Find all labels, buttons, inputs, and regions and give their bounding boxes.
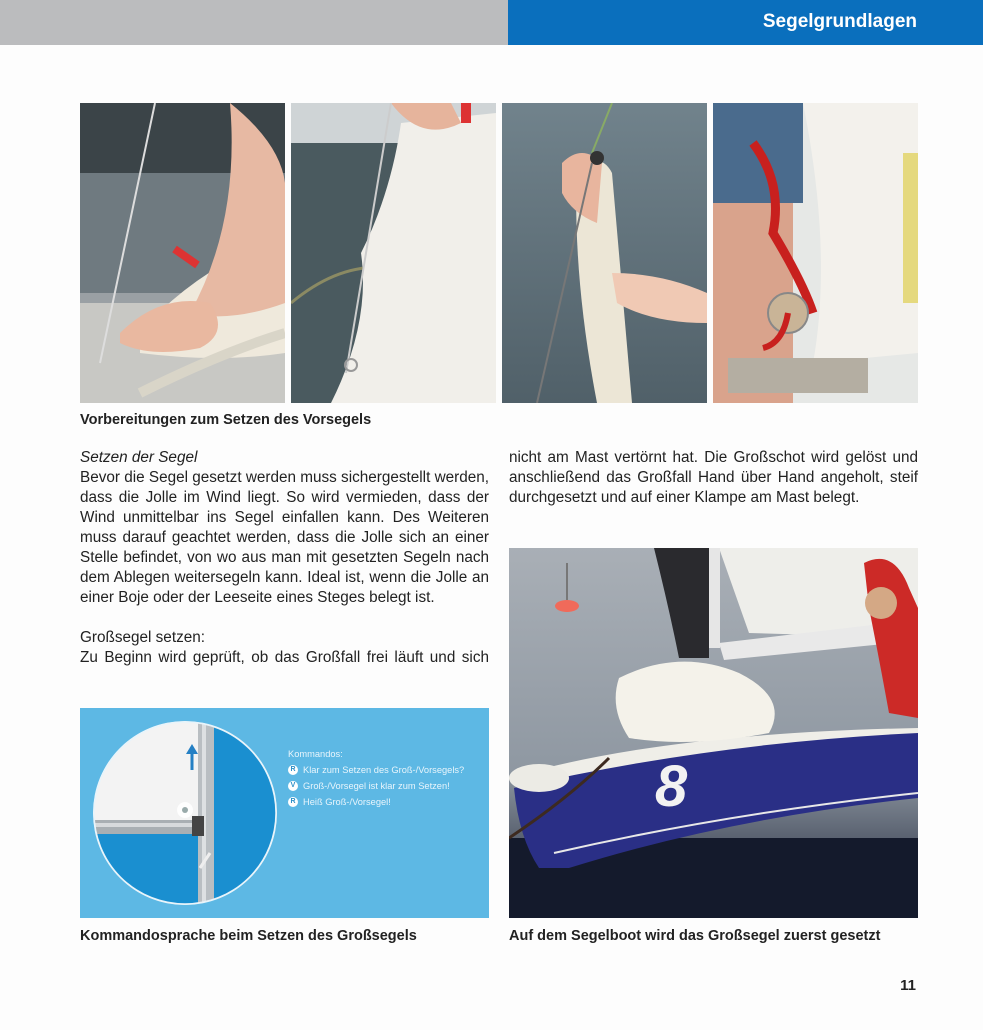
photo-hands-tack-fitting	[80, 103, 285, 403]
right-column-text	[509, 448, 918, 508]
section-heading: Setzen der Segel	[80, 449, 198, 466]
command-text: Groß-/Vorsegel ist klar zum Setzen!	[303, 781, 450, 791]
gallery-caption: Vorbereitungen zum Setzen des Vorsegels	[80, 412, 372, 428]
command-text: Klar zum Setzen des Groß-/Vorsegels?	[303, 765, 465, 775]
role-badge-icon: V	[288, 781, 298, 791]
boat-photo-caption: Auf dem Segelboot wird das Großsegel zuerst gesetzt	[509, 928, 881, 944]
header-grey-band	[0, 0, 508, 45]
sail-number: 8	[655, 754, 688, 819]
role-badge-icon: R	[288, 797, 298, 807]
photo-hand-on-luff	[502, 103, 707, 403]
grosssegel-paragraph-start: Zu Beginn wird geprüft, ob das Großfall frei läuft und sich	[80, 649, 489, 666]
illustration-caption: Kommandosprache beim Setzen des Großsegels	[80, 928, 417, 944]
subheading-grosssegel: Großsegel setzen:	[80, 629, 205, 646]
kommandos-illustration	[80, 708, 489, 918]
boat-photo	[509, 548, 918, 918]
mast-boom-diagram	[80, 708, 280, 918]
header-blue-tab	[508, 0, 983, 45]
command-text: Heiß Groß-/Vorsegel!	[303, 797, 391, 807]
chapter-title: Segelgrundlagen	[762, 11, 917, 32]
role-badge-icon: R	[288, 765, 298, 775]
page-number: 11	[900, 977, 916, 994]
left-column-text	[80, 448, 489, 668]
photo-sail-hoisting-at-stay	[291, 103, 496, 403]
command-item	[288, 762, 464, 778]
grosssegel-paragraph-continued: nicht am Mast vertörnt hat. Die Großschot wird gelöst und anschließend das Großfall Hand über Hand angeholt, steif durchgesetzt und auf einer Klampe am Mast belegt.	[509, 449, 918, 506]
commands-list	[288, 746, 464, 810]
intro-paragraph: Bevor die Segel gesetzt werden muss sichergestellt werden, dass die Jolle im Wind liegt. So wird vermieden, dass der Wind unmittelbar ins Segel einfallen kann. Des Weiteren muss darauf geachtet werden, dass die Jolle sich an einer Stelle befindet, von wo aus man mit gesetzten Segeln nach dem Ablegen weitersegeln kann. Ideal ist, wenn die Jolle an einer Boje oder der Leeseite eines Steges belegt ist.	[80, 469, 489, 606]
photo-red-line-cleat	[713, 103, 918, 403]
command-item	[288, 794, 464, 810]
commands-title: Kommandos:	[288, 749, 343, 759]
command-item	[288, 778, 464, 794]
